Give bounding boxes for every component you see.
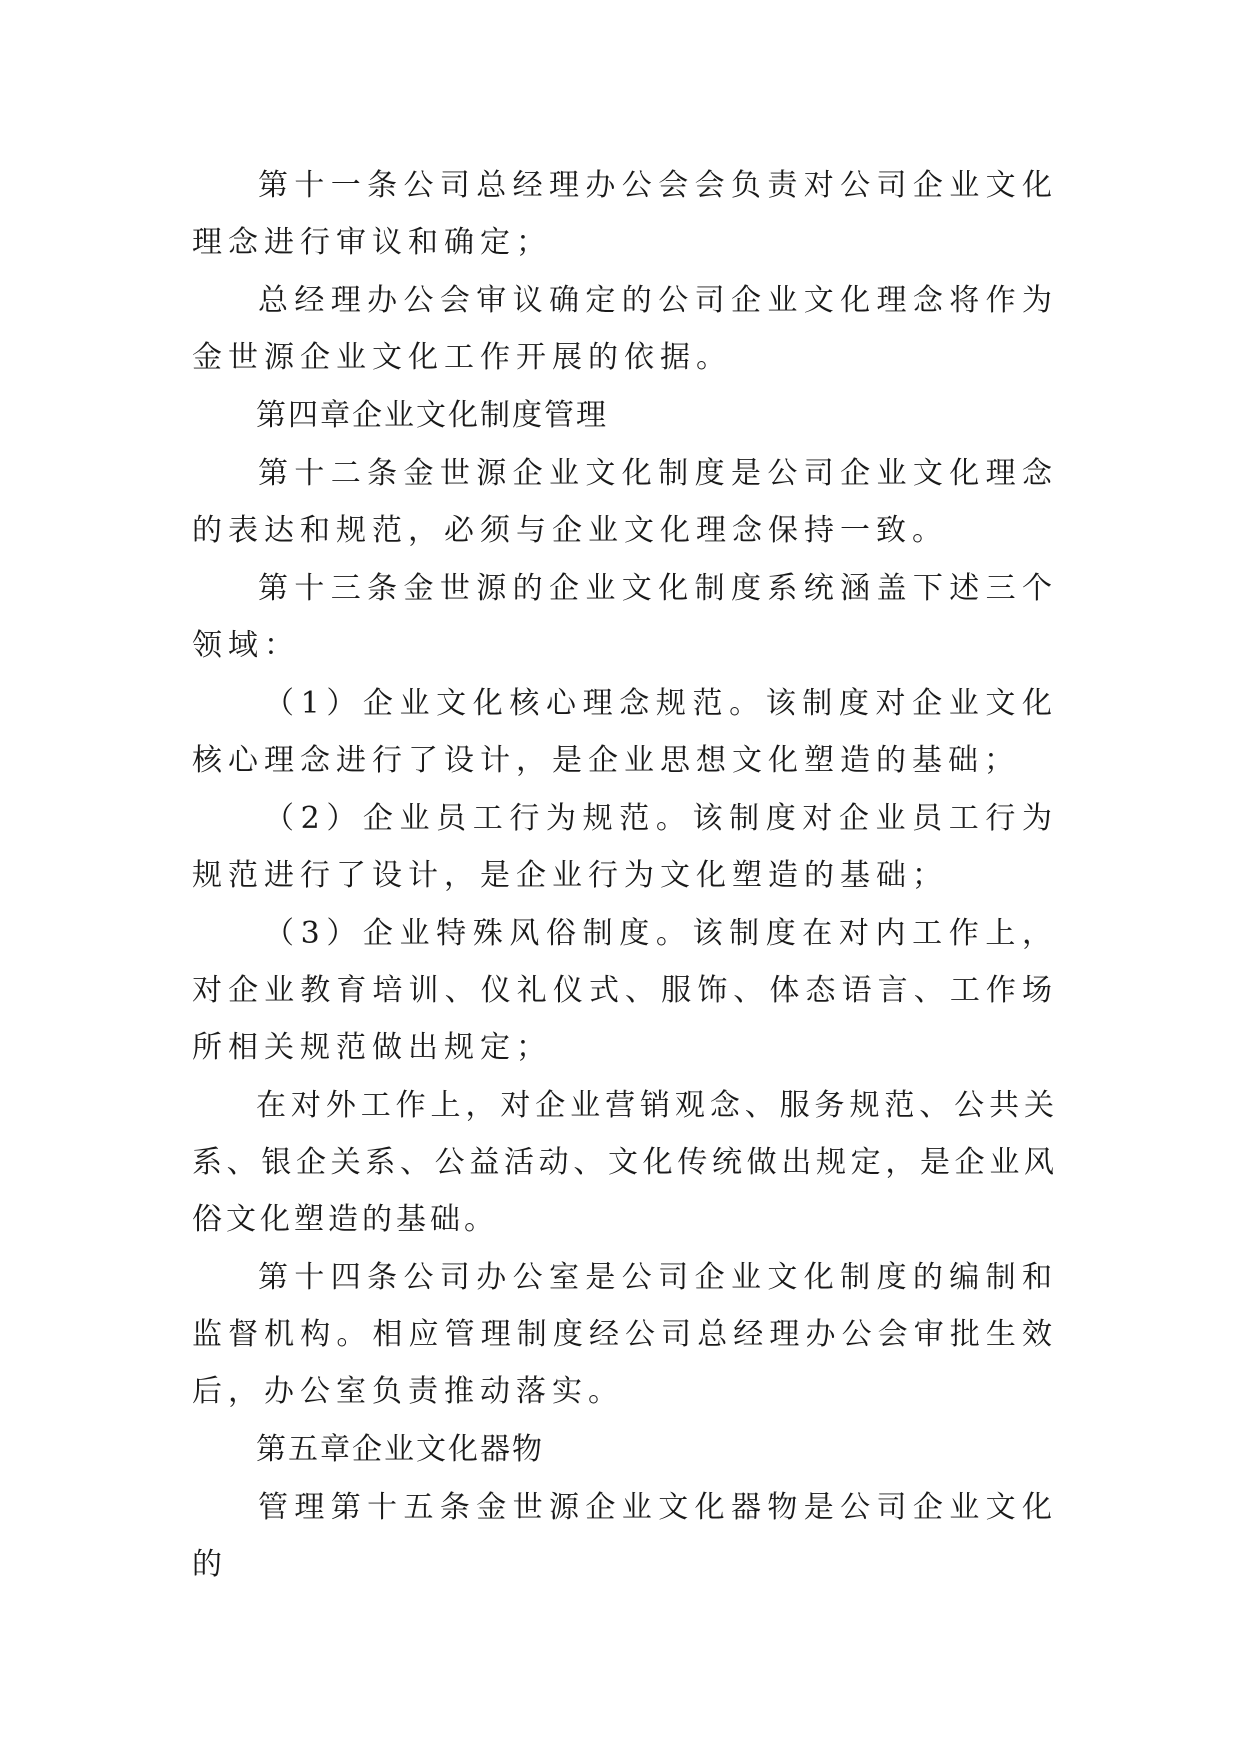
article-12-paragraph: 第十二条金世源企业文化制度是公司企业文化理念的表达和规范，必须与企业文化理念保持一致。 bbox=[192, 456, 1058, 548]
article-11-paragraph: 第十一条公司总经理办公会会负责对公司企业文化理念进行审议和确定； bbox=[192, 168, 1058, 260]
list-item-1: （1）企业文化核心理念规范。该制度对企业文化核心理念进行了设计，是企业思想文化塑造的基础； bbox=[192, 686, 1058, 778]
list-item-3: （3）企业特殊风俗制度。该制度在对内工作上，对企业教育培训、仪礼仪式、服饰、体态语言、工作场所相关规范做出规定； bbox=[192, 916, 1058, 1065]
article-13-paragraph: 第十三条金世源的企业文化制度系统涵盖下述三个领域： bbox=[192, 571, 1058, 663]
chapter-4-heading: 第四章企业文化制度管理 bbox=[256, 398, 608, 433]
article-11-note-paragraph: 总经理办公会审议确定的公司企业文化理念将作为金世源企业文化工作开展的依据。 bbox=[192, 283, 1058, 375]
external-work-paragraph: 在对外工作上，对企业营销观念、服务规范、公共关系、银企关系、公益活动、文化传统做出规定，是企业风俗文化塑造的基础。 bbox=[192, 1088, 1058, 1237]
article-14-paragraph: 第十四条公司办公室是公司企业文化制度的编制和监督机构。相应管理制度经公司总经理办公会审批生效后，办公室负责推动落实。 bbox=[192, 1260, 1058, 1409]
document-body bbox=[192, 157, 1058, 1594]
list-item-2: （2）企业员工行为规范。该制度对企业员工行为规范进行了设计，是企业行为文化塑造的基础； bbox=[192, 801, 1058, 893]
article-15-paragraph: 管理第十五条金世源企业文化器物是公司企业文化的 bbox=[192, 1490, 1058, 1582]
chapter-5-heading: 第五章企业文化器物 bbox=[256, 1432, 544, 1467]
